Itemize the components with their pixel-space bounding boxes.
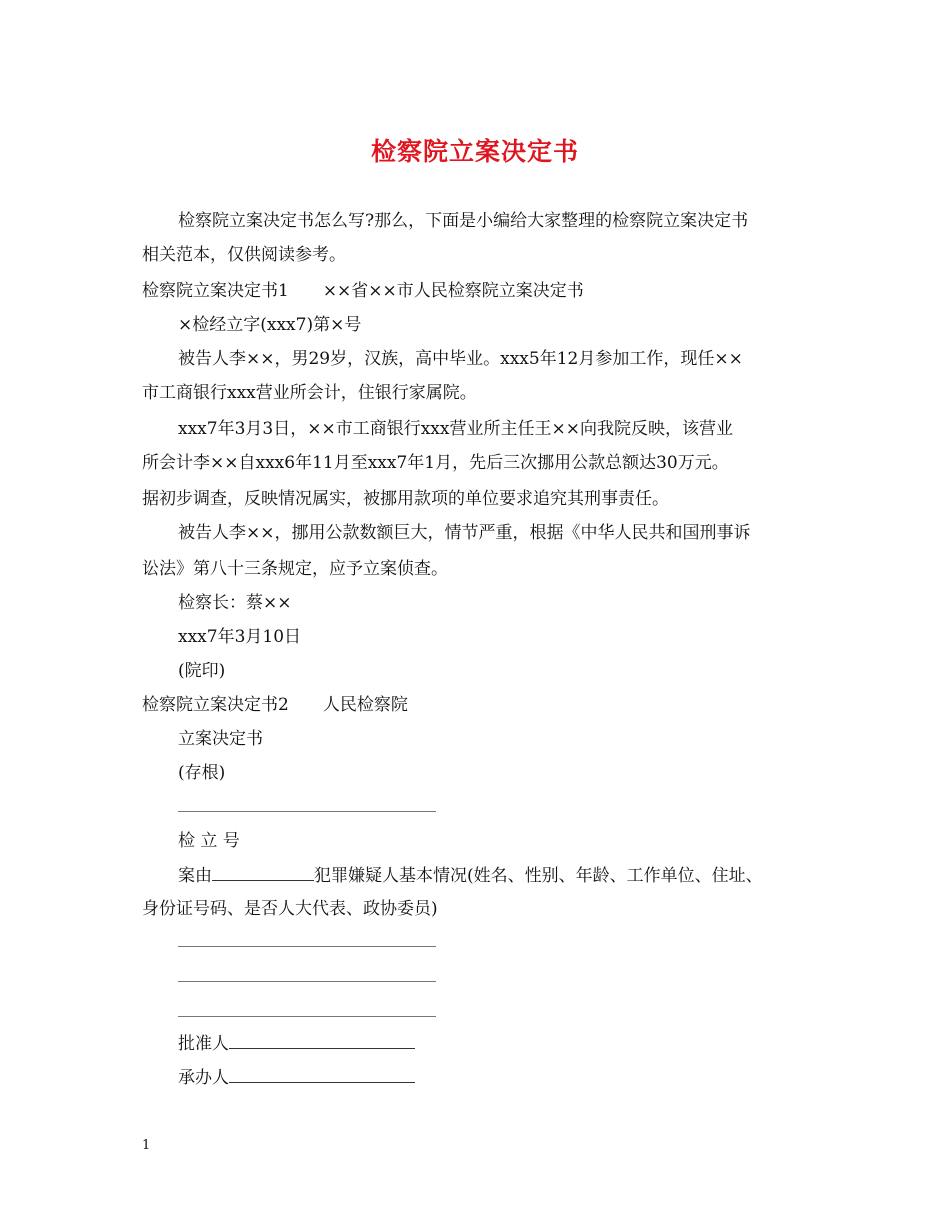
- signature-line: 检察长：蔡××: [178, 593, 292, 613]
- paragraph-line: 市工商银行xxx营业所会计，住银行家属院。: [142, 383, 477, 403]
- case-reason-blank: [212, 864, 314, 881]
- paragraph-line: 所会计李××自xxx6年11月至xxx7年1月，先后三次挪用公款总额达30万元。: [142, 453, 729, 473]
- seal-line: (院印): [178, 661, 226, 681]
- form-subtitle: (存根): [178, 763, 226, 783]
- blank-rule: [178, 811, 436, 812]
- page-number: 1: [142, 1138, 151, 1153]
- section-heading-2: 检察院立案决定书2 人民检察院: [142, 695, 408, 715]
- handler-label: 承办人: [178, 1068, 229, 1088]
- case-reason-label: 案由: [178, 866, 212, 886]
- form-title: 立案决定书: [178, 729, 263, 749]
- approver-line: [178, 1032, 415, 1055]
- paragraph-line: xxx7年3月3日，××市工商银行xxx营业所主任王××向我院反映，该营业: [178, 419, 733, 439]
- paragraph-line: 据初步调查，反映情况属实，被挪用款项的单位要求追究其刑事责任。: [142, 489, 669, 509]
- case-reason-line: [178, 864, 763, 887]
- form-number-label: 检 立 号: [178, 831, 240, 851]
- paragraph-line: 相关范本，仅供阅读参考。: [142, 245, 346, 265]
- date-line: xxx7年3月10日: [178, 627, 302, 647]
- section-heading-1: 检察院立案决定书1 ××省××市人民检察院立案决定书: [142, 281, 584, 301]
- paragraph-line: 讼法》第八十三条规定，应予立案侦查。: [142, 559, 448, 579]
- paragraph-line: 检察院立案决定书怎么写?那么，下面是小编给大家整理的检察院立案决定书: [178, 211, 749, 231]
- handler-blank: [229, 1066, 415, 1083]
- paragraph-line: 被告人李××，男29岁，汉族，高中毕业。xxx5年12月参加工作，现任××: [178, 349, 743, 369]
- suspect-info-label: 犯罪嫌疑人基本情况(姓名、性别、年龄、工作单位、住址、: [314, 866, 763, 886]
- approver-label: 批准人: [178, 1034, 229, 1054]
- paragraph-line: 被告人李××，挪用公款数额巨大，情节严重，根据《中华人民共和国刑事诉: [178, 523, 751, 543]
- approver-blank: [229, 1032, 415, 1049]
- handler-line: [178, 1066, 415, 1089]
- blank-rule: [178, 981, 436, 982]
- paragraph-line: 身份证号码、是否人大代表、政协委员): [142, 899, 438, 919]
- blank-rule: [178, 946, 436, 947]
- document-title: 检察院立案决定书: [370, 137, 579, 166]
- blank-rule: [178, 1016, 436, 1017]
- case-number-line: ×检经立字(xxx7)第×号: [178, 315, 362, 335]
